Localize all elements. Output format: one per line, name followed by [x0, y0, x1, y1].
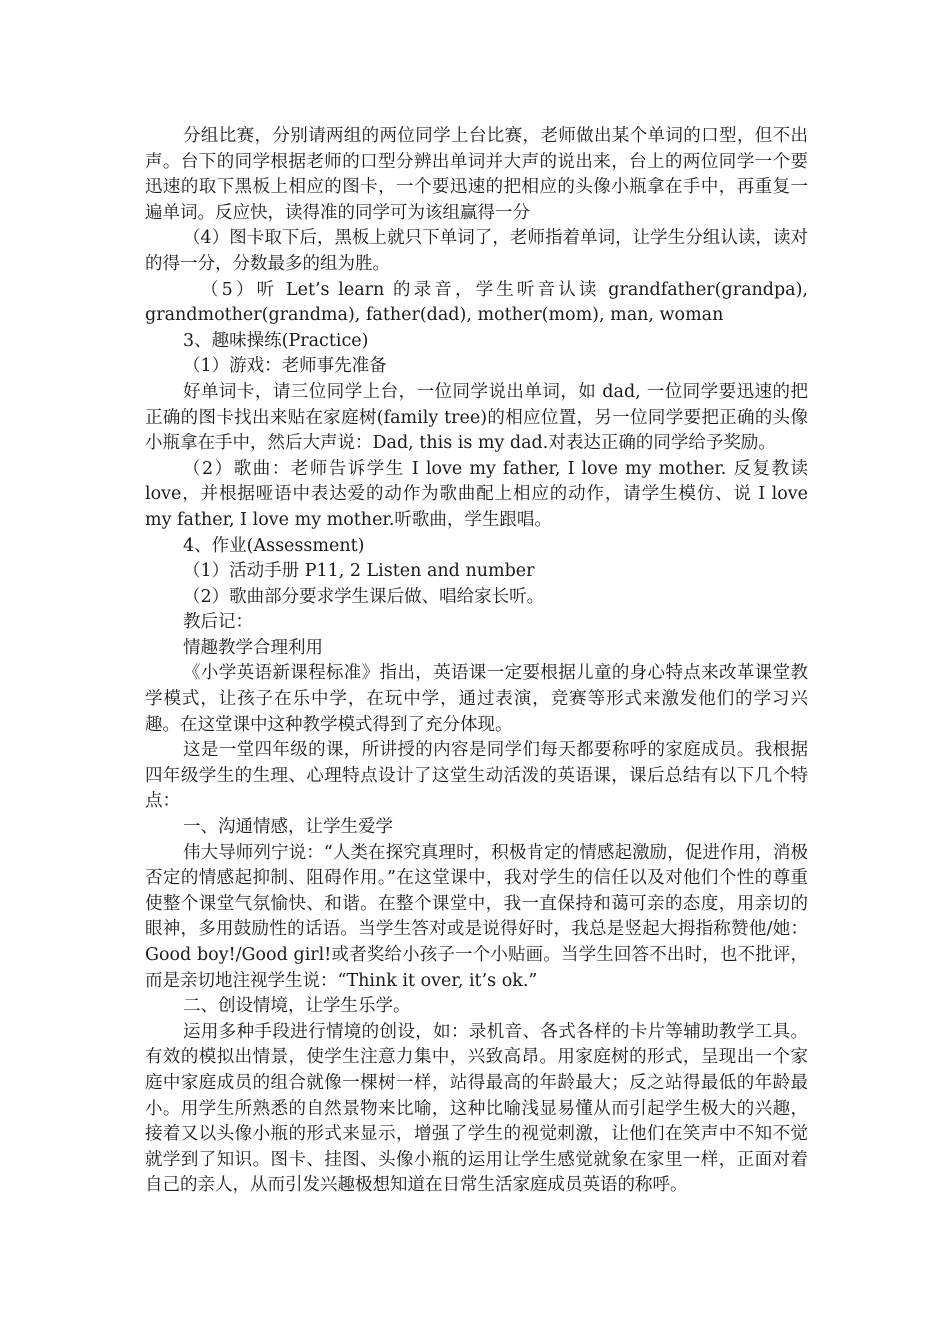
- paragraph-step-5: （5）听 Let’s learn 的录音，学生听音认读 grandfather(grandpa), grandmother(grandma), father(dad), mother(mom), man, woman: [145, 279, 808, 326]
- heading-situation: 二、创设情境，让学生乐学。: [183, 996, 411, 1017]
- heading-practice: 3、趣味操练(Practice): [183, 330, 369, 351]
- paragraph-lenin-quote: 伟大导师列宁说：“人类在探究真理时，积极肯定的情感起激励，促进作用，消极否定的情感起抑制、阻碍作用。”在这堂课中，我对学生的信任以及对他们个性的尊重使整个课堂气氛愉快、和谐。在整个课堂中，我一直保持和蔼可亲的态度，用亲切的眼神，多用鼓励性的话语。当学生答对或是说得好时，我总是竖起大拇指称赞他/她：Good boy!/Good girl!或者奖给小孩子一个小贴画。当学生回答不出时，也不批评，而是亲切地注视学生说：“Think it over, it’s ok.”: [145, 842, 808, 991]
- heading-reflection: 教后记：: [183, 612, 253, 633]
- paragraph-homework-1: （1）活动手册 P11, 2 Listen and number: [183, 561, 535, 582]
- heading-emotion: 一、沟通情感，让学生爱学: [183, 817, 393, 838]
- paragraph-word-cards: 好单词卡，请三位同学上台，一位同学说出单词，如 dad, 一位同学要迅速的把正确的图卡找出来贴在家庭树(family tree)的相应位置，另一位同学要把正确的头像小瓶拿在手中，然后大声说：Dad, this is my dad.对表达正确的同学给予奖励。: [145, 381, 808, 454]
- heading-reflection-title: 情趣教学合理利用: [183, 637, 323, 658]
- paragraph-homework-2: （2）歌曲部分要求学生课后做、唱给家长听。: [183, 586, 545, 607]
- paragraph-game: （1）游戏：老师事先准备: [183, 356, 387, 377]
- paragraph-step-4: （4）图卡取下后，黑板上就只下单词了，老师指着单词，让学生分组认读，读对的得一分，分数最多的组为胜。: [145, 228, 808, 274]
- paragraph-curriculum-standard: 《小学英语新课程标准》指出，英语课一定要根据儿童的身心特点来改革课堂教学模式，让孩子在乐中学，在玩中学，通过表演，竞赛等形式来激发他们的学习兴趣。在这堂课中这种教学模式得到了充分体现。: [145, 663, 808, 735]
- paragraph-situation-creation: 运用多种手段进行情境的创设，如：录机音、各式各样的卡片等辅助教学工具。有效的模拟出情景，使学生注意力集中，兴致高昂。用家庭树的形式，呈现出一个家庭中家庭成员的组合就像一棵树一样，站得最高的年龄最大；反之站得最低的年龄最小。用学生所熟悉的自然景物来比喻，这种比喻浅显易懂从而引起学生极大的兴趣，接着又以头像小瓶的形式来显示，增强了学生的视觉刺激，让他们在笑声中不知不觉就学到了知识。图卡、挂图、头像小瓶的运用让学生感觉就象在家里一样，正面对着自己的亲人，从而引发兴趣极想知道在日常生活家庭成员英语的称呼。: [145, 1021, 808, 1196]
- paragraph-song: （2）歌曲：老师告诉学生 I love my father, I love my mother. 反复教读 love，并根据哑语中表达爱的动作为歌曲配上相应的动作，请学生模仿、说 I love my father, I love my mother.听歌曲，学生跟唱。: [145, 458, 808, 530]
- paragraph-lesson-overview: 这是一堂四年级的课，所讲授的内容是同学们每天都要称呼的家庭成员。我根据四年级学生的生理、心理特点设计了这堂生动活泼的英语课，课后总结有以下几个特点：: [145, 740, 808, 812]
- heading-assessment: 4、作业(Assessment): [183, 535, 365, 556]
- document-body: [145, 124, 808, 1199]
- paragraph-group-competition: 分组比赛，分别请两组的两位同学上台比赛，老师做出某个单词的口型，但不出声。台下的同学根据老师的口型分辨出单词并大声的说出来，台上的两位同学一个要迅速的取下黑板上相应的图卡，一个要迅速的把相应的头像小瓶拿在手中，再重复一遍单词。反应快，读得准的同学可为该组赢得一分: [145, 126, 808, 223]
